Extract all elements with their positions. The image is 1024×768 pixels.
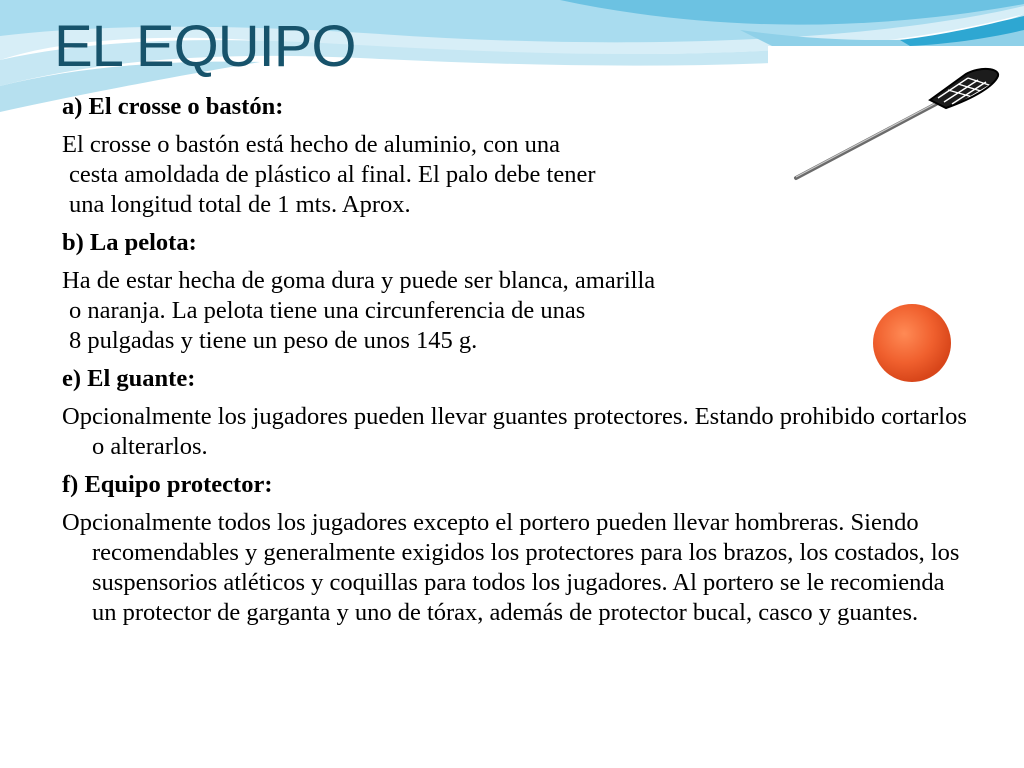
section-heading-crosse: a) El crosse o bastón:: [62, 93, 284, 120]
section-heading-guante: e) El guante:: [62, 365, 196, 392]
paragraph-protector: Opcionalmente todos los jugadores excepto el portero pueden llevar hombreras. Siendo recomendables y generalmente exigidos los protectores para los brazos, los costados, los suspensorios atléticos y coquillas para todos los jugadores. Al portero se le recomienda un protector de garganta y uno de tórax, además de protector bucal, casco y guantes.: [62, 509, 960, 626]
crosse-line-1: El crosse o bastón está hecho de aluminio, con una: [62, 131, 561, 158]
paragraph-crosse: [62, 130, 967, 220]
slide-content: [62, 92, 967, 636]
crosse-line-2: cesta amoldada de plástico al final. El palo debe tener: [69, 161, 596, 188]
pelota-line-2: o naranja. La pelota tiene una circunferencia de unas: [69, 297, 586, 324]
slide-title: EL EQUIPO: [54, 14, 356, 79]
section-heading-pelota: b) La pelota:: [62, 229, 197, 256]
pelota-line-1: Ha de estar hecha de goma dura y puede ser blanca, amarilla: [62, 267, 656, 294]
section-heading-protector: f) Equipo protector:: [62, 471, 273, 498]
pelota-line-3: 8 pulgadas y tiene un peso de unos 145 g.: [69, 327, 478, 354]
paragraph-guante: Opcionalmente los jugadores pueden llevar guantes protectores. Estando prohibido cortarlos o alterarlos.: [62, 403, 967, 460]
crosse-line-3: una longitud total de 1 mts. Aprox.: [69, 191, 411, 218]
paragraph-pelota: [62, 266, 967, 356]
